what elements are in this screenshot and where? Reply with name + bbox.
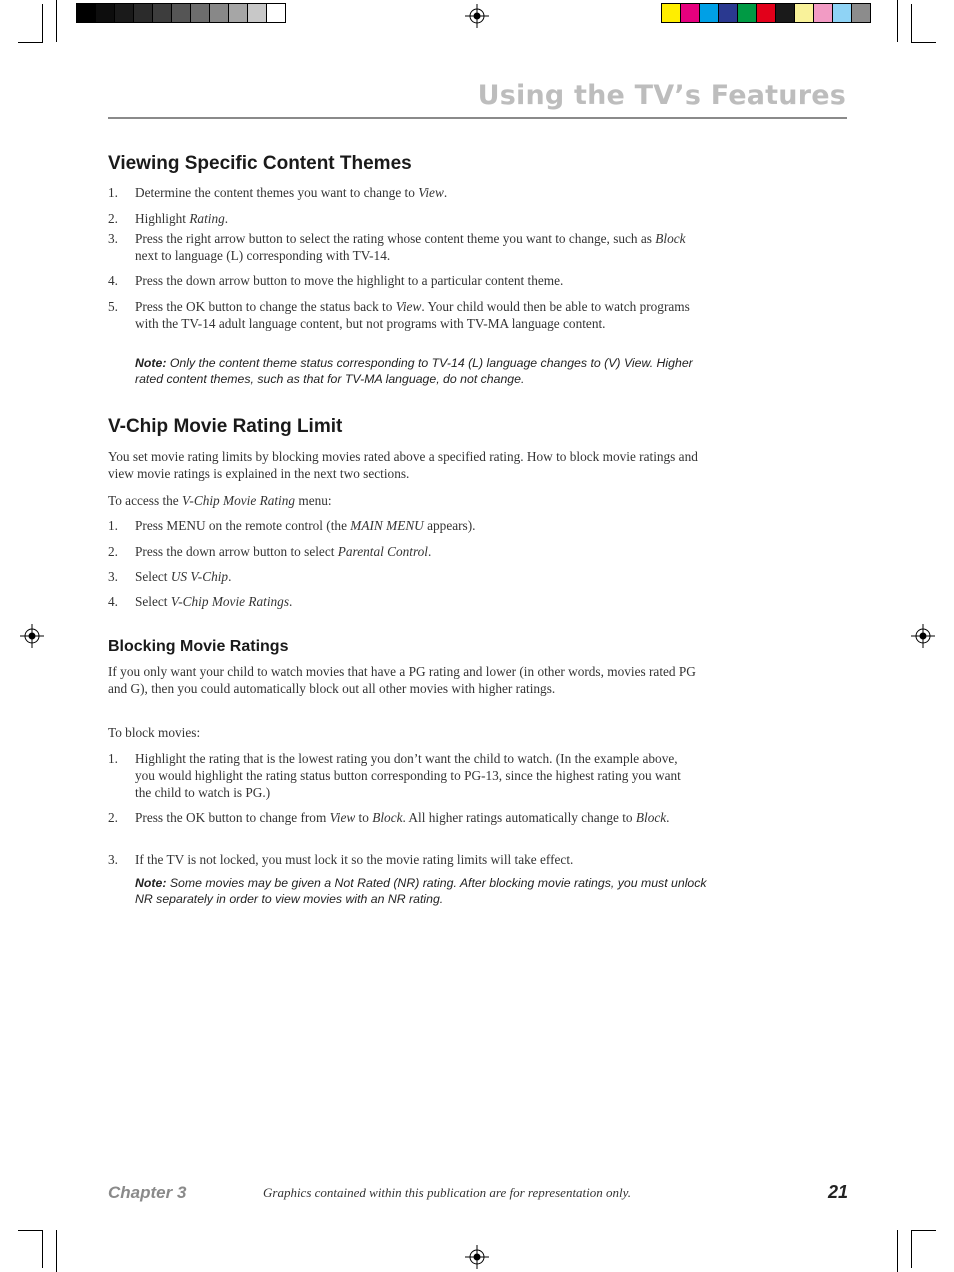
list-number: 2. [108, 544, 118, 559]
color-swatch [700, 4, 719, 22]
color-swatch [115, 4, 134, 22]
list-item [108, 750, 698, 801]
paragraph [108, 492, 698, 509]
color-swatch [833, 4, 852, 22]
emphasis-text: US V-Chip [170, 569, 229, 584]
page-header-title: Using the TV’s Features [477, 80, 846, 111]
color-swatch [134, 4, 153, 22]
text-run: Press the right arrow button to select the rating whose content theme you want to change, such as [135, 231, 656, 246]
crop-mark [18, 42, 43, 43]
crop-mark [56, 1230, 57, 1272]
note-text: Only the content theme status corresponding to TV-14 (L) language changes to (V) View. Higher rated content themes, such as that for TV-MA language, do not change. [135, 356, 693, 386]
list-item [108, 298, 698, 332]
crop-mark [56, 0, 57, 42]
crop-mark [911, 1230, 936, 1231]
list-number: 1. [108, 518, 118, 533]
text-run: Determine the content themes you want to change to [135, 185, 419, 200]
list-text [135, 750, 698, 801]
list-number: 3. [108, 231, 118, 246]
list-text [135, 184, 698, 201]
crop-mark [42, 4, 43, 42]
list-number: 3. [108, 569, 118, 584]
registration-mark-icon [465, 1245, 489, 1269]
footer-chapter: Chapter 3 [108, 1183, 187, 1202]
color-swatch [757, 4, 776, 22]
color-swatch [662, 4, 681, 22]
header-rule [108, 117, 847, 119]
color-swatch [795, 4, 814, 22]
color-swatch [719, 4, 738, 22]
list-item [108, 543, 698, 560]
list-item [108, 809, 698, 826]
color-swatch [191, 4, 210, 22]
text-run: Select [135, 594, 171, 609]
paragraph: To block movies: [108, 725, 201, 740]
list-item [108, 210, 698, 227]
paragraph: If you only want your child to watch movies that have a PG rating and lower (in other words, movies rated PG and G), then you could automatically block out all other movies with higher ratings. [108, 664, 696, 696]
crop-mark [911, 42, 936, 43]
text-run: . [443, 185, 448, 200]
text-run: . [228, 569, 232, 584]
emphasis-text: View [418, 185, 444, 200]
color-swatch [96, 4, 115, 22]
color-swatch [229, 4, 248, 22]
color-swatch [814, 4, 833, 22]
gray-swatch-strip [76, 3, 286, 23]
text-run: . [428, 544, 432, 559]
emphasis-text: Block [372, 810, 403, 825]
text-run: Select [135, 569, 171, 584]
list-number: 1. [108, 751, 118, 766]
text-run: . All higher ratings automatically change to [402, 810, 636, 825]
emphasis-text: Block [655, 231, 686, 246]
list-item [108, 568, 698, 585]
text-run: Press the OK button to change from [135, 810, 330, 825]
text-run: Press the OK button to change the status back to [135, 299, 396, 314]
text-run: Press the down arrow button to move the highlight to a particular content theme. [135, 273, 564, 288]
color-swatch [776, 4, 795, 22]
list-number: 5. [108, 299, 118, 314]
list-text [135, 210, 698, 227]
text-run: . Your child would then be able to watch programs with the TV-14 adult language content, but not programs with TV-MA language content. [135, 299, 690, 331]
list-item [108, 272, 698, 289]
color-swatch-strip [661, 3, 871, 23]
list-item [108, 517, 698, 534]
list-text [135, 230, 698, 264]
registration-mark-icon [20, 624, 44, 648]
crop-mark [897, 0, 898, 42]
emphasis-text: Block [635, 810, 667, 825]
list-text [135, 543, 698, 560]
note-text: Some movies may be given a Not Rated (NR) rating. After blocking movie ratings, you must unlock NR separately in order to view movies with an NR rating. [135, 876, 707, 906]
color-swatch [267, 4, 285, 22]
color-swatch [77, 4, 96, 22]
emphasis-text: View [329, 810, 356, 825]
emphasis-text: V-Chip Movie Rating [182, 493, 296, 508]
registration-mark-icon [465, 4, 489, 28]
text-run: If the TV is not locked, you must lock it so the movie rating limits will take effect. [135, 852, 574, 867]
text-run: . [666, 810, 670, 825]
list-item [108, 851, 698, 868]
text-run: menu: [295, 493, 332, 508]
page-number: 21 [827, 1182, 848, 1202]
section-heading: V-Chip Movie Rating Limit [108, 416, 343, 437]
color-swatch [738, 4, 757, 22]
list-text [135, 851, 698, 868]
crop-mark [911, 1230, 912, 1268]
list-number: 1. [108, 185, 118, 200]
list-text [135, 568, 698, 585]
text-run: Press the down arrow button to select [135, 544, 338, 559]
emphasis-text: Parental Control [337, 544, 428, 559]
crop-mark [18, 1230, 43, 1231]
color-swatch [681, 4, 700, 22]
note-label: Note: [135, 356, 167, 370]
paragraph: You set movie rating limits by blocking movies rated above a specified rating. How to block movie ratings and view movie ratings is explained in the next two sections. [108, 449, 698, 481]
text-run: . [224, 211, 229, 226]
text-run: appears). [423, 518, 476, 533]
crop-mark [42, 1230, 43, 1268]
text-run: . [289, 594, 293, 609]
crop-mark [897, 1230, 898, 1272]
emphasis-text: Rating [189, 211, 225, 226]
list-item [108, 184, 698, 201]
list-number: 4. [108, 594, 118, 609]
list-text [135, 593, 698, 610]
color-swatch [210, 4, 229, 22]
footer-note: Graphics contained within this publication are for representation only. [263, 1185, 631, 1200]
registration-mark-icon [911, 624, 935, 648]
text-run: Highlight [135, 211, 190, 226]
list-number: 2. [108, 211, 118, 226]
list-number: 4. [108, 273, 118, 288]
note [135, 876, 715, 907]
subsection-heading: Blocking Movie Ratings [108, 638, 289, 655]
list-item [108, 593, 698, 610]
text-run: To access the [108, 493, 183, 508]
note-label: Note: [135, 876, 167, 890]
section-heading: Viewing Specific Content Themes [108, 153, 412, 174]
emphasis-text: V-Chip Movie Ratings [170, 594, 290, 609]
list-number: 2. [108, 810, 118, 825]
color-swatch [248, 4, 267, 22]
text-run: to [355, 810, 373, 825]
text-run: Press MENU on the remote control (the [135, 518, 351, 533]
emphasis-text: MAIN MENU [350, 518, 424, 533]
text-run: next to language (L) corresponding with TV-14. [135, 248, 391, 263]
text-run: Highlight the rating that is the lowest rating you don’t want the child to watch. (In the example above, you would highlight the rating status button corresponding to PG-13, since the highest rating you want the child to watch is PG.) [135, 751, 681, 800]
color-swatch [852, 4, 870, 22]
emphasis-text: View [395, 299, 422, 314]
color-swatch [172, 4, 191, 22]
list-text [135, 298, 698, 332]
list-text [135, 517, 698, 534]
list-text [135, 809, 698, 826]
color-swatch [153, 4, 172, 22]
list-item [108, 230, 698, 264]
list-text [135, 272, 698, 289]
list-number: 3. [108, 852, 118, 867]
note [135, 356, 715, 387]
crop-mark [911, 4, 912, 42]
